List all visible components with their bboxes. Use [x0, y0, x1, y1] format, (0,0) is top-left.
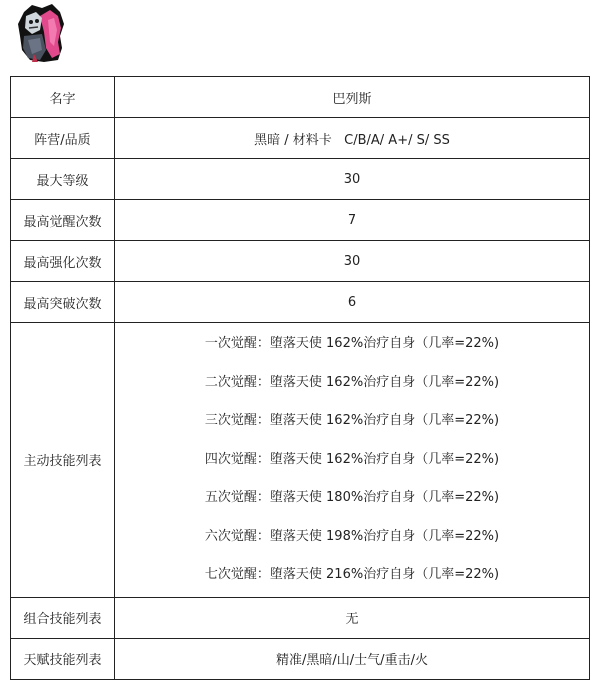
- row-label: 最高突破次数: [11, 282, 115, 323]
- skill-item: 五次觉醒：堕落天使 180%治疗自身（几率=22%): [204, 490, 500, 505]
- skill-item: 三次觉醒：堕落天使 162%治疗自身（几率=22%): [204, 413, 500, 428]
- table-row: [11, 159, 590, 200]
- table-row: [11, 200, 590, 241]
- table-row: [11, 118, 590, 159]
- skill-item: 二次觉醒：堕落天使 162%治疗自身（几率=22%): [204, 374, 500, 390]
- table-row: [11, 638, 590, 679]
- row-label: 名字: [11, 77, 115, 118]
- row-value: 巴列斯: [115, 77, 590, 118]
- skill-item: 一次觉醒：堕落天使 162%治疗自身（几率=22%): [204, 336, 500, 351]
- row-value: 6: [115, 282, 590, 323]
- table-row: [11, 597, 590, 638]
- row-label: 阵营/品质: [11, 118, 115, 159]
- skills-label: 主动技能列表: [11, 323, 115, 598]
- table-row: [11, 241, 590, 282]
- combo-label: 组合技能列表: [11, 597, 115, 638]
- row-label: 最高觉醒次数: [11, 200, 115, 241]
- skill-item: 四次觉醒：堕落天使 162%治疗自身（几率=22%): [204, 451, 500, 467]
- skills-row: [11, 323, 590, 598]
- skill-item: 七次觉醒：堕落天使 216%治疗自身（几率=22%): [204, 567, 500, 582]
- talent-value: 精准/黑暗/山/士气/重击/火: [115, 638, 590, 679]
- row-label: 最高强化次数: [11, 241, 115, 282]
- character-info-table: [10, 76, 590, 680]
- table-row: [11, 77, 590, 118]
- row-value: 黑暗 / 材料卡 C/B/A/ A+/ S/ SS: [115, 118, 590, 159]
- character-portrait-icon: [14, 2, 68, 64]
- talent-label: 天赋技能列表: [11, 638, 115, 679]
- skills-list: [115, 323, 590, 598]
- row-value: 7: [115, 200, 590, 241]
- row-label: 最大等级: [11, 159, 115, 200]
- row-value: 30: [115, 241, 590, 282]
- skill-item: 六次觉醒：堕落天使 198%治疗自身（几率=22%): [204, 528, 500, 544]
- table-row: [11, 282, 590, 323]
- combo-value: 无: [115, 597, 590, 638]
- character-avatar: [14, 2, 68, 64]
- row-value: 30: [115, 159, 590, 200]
